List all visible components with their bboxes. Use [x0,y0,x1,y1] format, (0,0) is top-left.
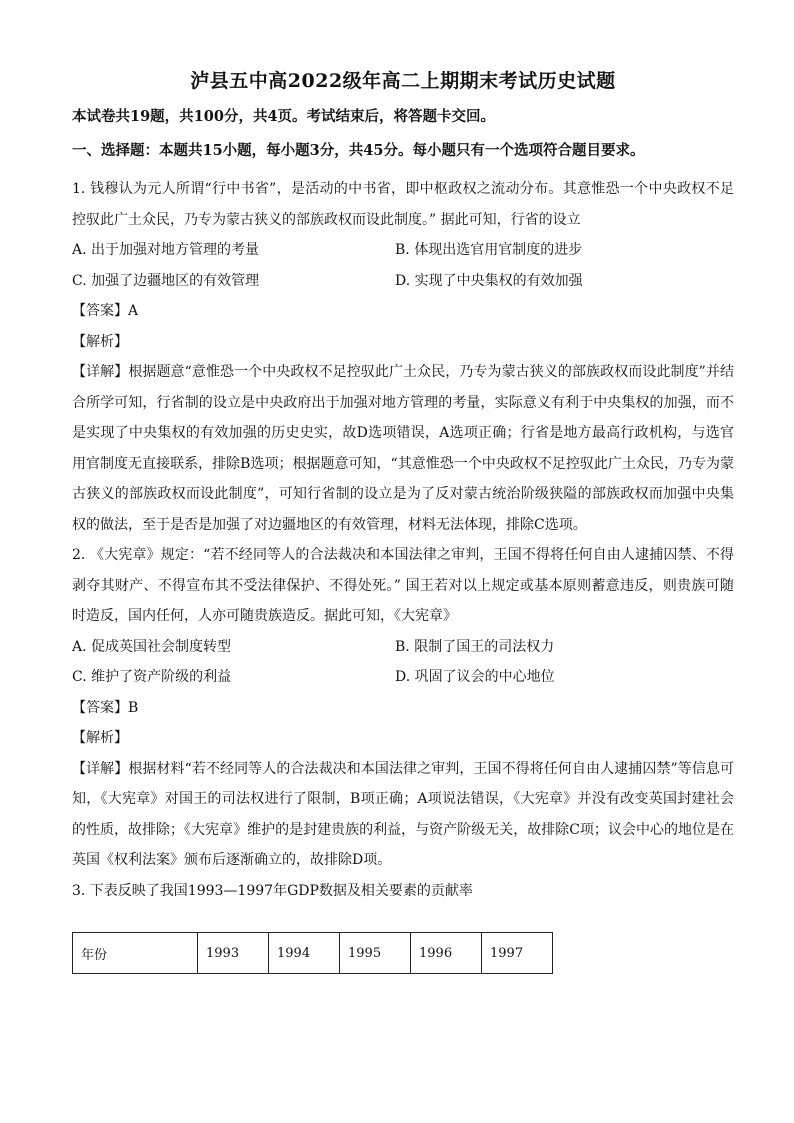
table-header-cell: 1996 [411,933,482,974]
table-header-cell: 1997 [482,933,553,974]
page-title: 泸县五中高2022级年高二上期期末考试历史试题 [190,70,616,92]
exam-page [72,62,734,974]
answer-label: 【答案】B [72,699,139,716]
option-a: A. 出于加强对地方管理的考量 [72,242,260,258]
answer-label: 【答案】A [72,303,139,319]
analysis-label: 【解析】 [72,333,128,350]
table-header-row [73,933,553,974]
question-options [72,235,734,296]
option-c: C. 加强了边疆地区的有效管理 [72,272,260,289]
option-c: C. 维护了资产阶级的利益 [72,669,232,685]
option-d: D. 巩固了议会的中心地位 [395,669,555,685]
option-a: A. 促成英国社会制度转型 [72,638,232,655]
option-d: D. 实现了中央集权的有效加强 [395,272,583,289]
question-2 [72,540,734,876]
question-stem: 3. 下表反映了我国1993—1997年GDP数据及相关要素的贡献率 [72,882,473,899]
option-b: B. 限制了国王的司法权力 [395,638,555,655]
question-stem: 1. 钱穆认为元人所谓“行中书省”，是活动的中书省，即中枢政权之流动分布。其意惟恐一个中央政权不足控驭此广土众民，乃专为蒙古狭义的部族政权而设此制度。” 据此可知，行省的设立 [72,181,734,228]
table-header-cell: 1994 [269,933,340,974]
gdp-table [72,932,553,974]
section-header: 一、选择题：本题共15小题，每小题3分，共45分。每小题只有一个选项符合题目要求。 [72,142,645,159]
analysis-detail: 【详解】根据题意“意惟恐一个中央政权不足控驭此广土众民，乃专为蒙古狭义的部族政权而设此制度”并结合所学可知，行省制的设立是中央政府出于加强对地方管理的考量，实际意义有利于中央集权的加强，而不是实现了中央集权的有效加强的历史史实，故D选项错误，A选项正确；行省是地方最高行政机构，与选官用官制度无直接联系，排除B选项；根据题意可知，“其意惟恐一个中央政权不足控驭此广土众民，乃专为蒙古狭义的部族政权而设此制度”，可知行省制的设立是为了反对蒙古统治阶级狭隘的部族政权而加强中央集权的做法，至于是否是加强了对边疆地区的有效管理，材料无法体现，排除C选项。 [72,364,734,533]
exam-intro: 本试卷共19题，共100分，共4页。考试结束后，将答题卡交回。 [72,108,496,125]
analysis-detail: 【详解】根据材料“若不经同等人的合法裁决和本国法律之审判，王国不得将任何自由人逮捕囚禁”等信息可知，《大宪章》对国王的司法权进行了限制，B项正确；A项说法错误，《大宪章》并没有改变英国封建社会的性质，故排除；《大宪章》维护的是封建贵族的利益，与资产阶级无关，故排除C项；议会中心的地位是在英国《权利法案》颁布后逐渐确立的，故排除D项。 [72,760,734,868]
table-header-cell: 1993 [198,933,269,974]
question-3 [72,876,734,975]
table-header-cell: 年份 [73,933,198,974]
question-options [72,632,734,693]
question-stem: 2. 《大宪章》规定：“若不经同等人的合法裁决和本国法律之审判，王国不得将任何自由人逮捕囚禁、不得剥夺其财产、不得宣布其不受法律保护、不得处死。” 国王若对以上规定或基本原则蓄意违反，则贵族可随时造反，国内任何，人亦可随贵族造反。据此可知，《大宪章》 [72,547,734,624]
question-1 [72,174,734,540]
option-b: B. 体现出选官用官制度的进步 [395,242,583,258]
analysis-label: 【解析】 [72,730,128,746]
table-header-cell: 1995 [340,933,411,974]
